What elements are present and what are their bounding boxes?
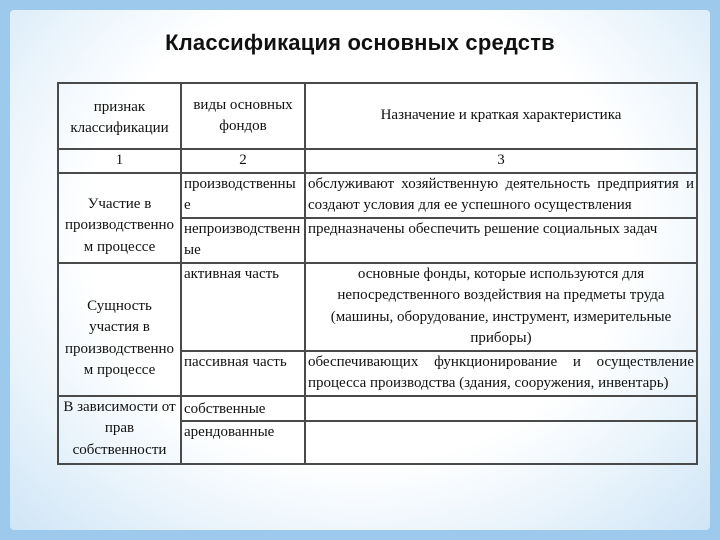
description-cell: обеспечивающих функционирование и осуществление процесса производства (здания, сооружения, инвентарь) (305, 351, 697, 396)
description-cell (305, 421, 697, 464)
column-number-1: 1 (58, 149, 181, 173)
kind-cell: арендованные (181, 421, 305, 464)
table-row (58, 396, 697, 422)
description-cell: обслуживают хозяйственную деятельность предприятия и создают условия для ее успешного осуществления (305, 173, 697, 218)
feature-cell: Сущность участия в производственном процессе (58, 263, 181, 396)
page-title: Классификация основных средств (165, 30, 555, 55)
column-number-3: 3 (305, 149, 697, 173)
number-row (58, 149, 697, 173)
description-cell (305, 396, 697, 422)
kind-cell: активная часть (181, 263, 305, 351)
description-cell: предназначены обеспечить решение социальных задач (305, 218, 697, 263)
kind-cell: собственные (181, 396, 305, 422)
column-number-2: 2 (181, 149, 305, 173)
table-row (58, 173, 697, 218)
header-feature: признак классификации (58, 83, 181, 149)
kind-cell: пассивная часть (181, 351, 305, 396)
header-kinds: виды основных фондов (181, 83, 305, 149)
table-row (58, 263, 697, 351)
header-row (58, 83, 697, 149)
feature-cell: Участие в производственном процессе (58, 173, 181, 263)
header-description: Назначение и краткая характеристика (305, 83, 697, 149)
description-cell: основные фонды, которые используются для непосредственного воздействия на предметы труда (машины, оборудование, инструмент, измерительные приборы) (305, 263, 697, 351)
kind-cell: производственные (181, 173, 305, 218)
feature-cell: В зависимости от прав собственности (58, 396, 181, 465)
kind-cell: непроизводственные (181, 218, 305, 263)
classification-table (57, 82, 698, 465)
